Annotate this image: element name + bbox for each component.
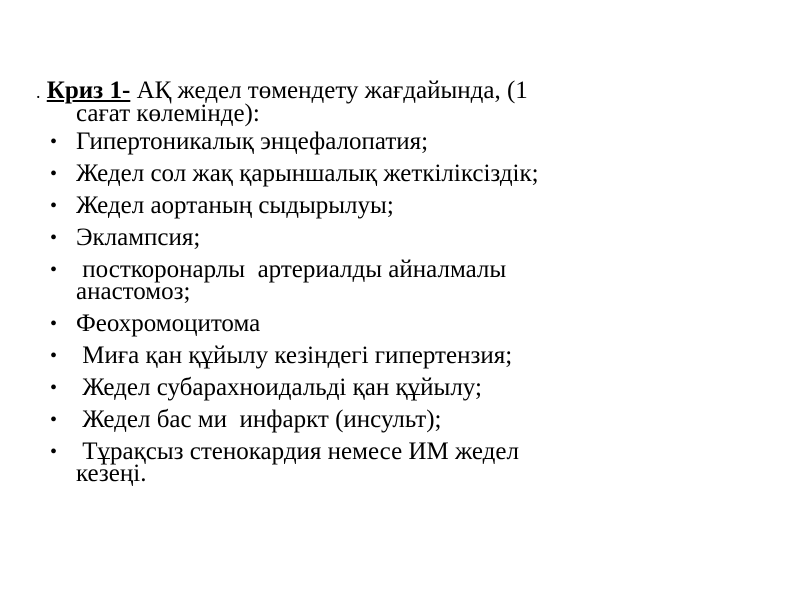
list-item: [36, 224, 736, 251]
bullet-icon: •: [50, 409, 58, 431]
list-item-text: анастомоз;: [76, 278, 191, 305]
list-item-text: Жедел аортаның сыдырылуы;: [76, 192, 394, 219]
bullet-icon: •: [50, 195, 58, 217]
bullet-icon: •: [50, 227, 58, 249]
list-item-text: Жедел сол жақ қарыншалық жеткіліксіздік;: [76, 160, 539, 187]
list-item: [36, 128, 736, 155]
heading-line-2: сағат көлемінде):: [76, 100, 260, 127]
bullet-list: [36, 128, 736, 487]
list-item-text: посткоронарлы артериалды айналмалы: [76, 256, 507, 283]
list-item-text: Миға қан құйылу кезіндегі гипертензия;: [76, 342, 513, 369]
slide-heading: [36, 77, 736, 127]
list-item-text: Гипертоникалық энцефалопатия;: [76, 128, 429, 155]
list-item: [36, 406, 736, 433]
list-item-text: Эклампсия;: [76, 224, 201, 251]
list-item-text: кезеңі.: [76, 460, 147, 487]
bullet-icon: •: [50, 163, 58, 185]
bullet-icon: •: [50, 259, 58, 281]
list-item: [36, 342, 736, 369]
list-item-text: Жедел бас ми инфаркт (инсульт);: [76, 406, 442, 433]
heading-line1-rest: АҚ жедел төмендету жағдайында, (1: [130, 77, 528, 104]
list-item-text: Жедел субарахноидальді қан құйылу;: [76, 374, 482, 401]
bullet-icon: •: [50, 377, 58, 399]
list-item-text: Феохромоцитома: [76, 310, 261, 337]
slide-content: [36, 77, 736, 495]
bullet-icon: •: [50, 441, 58, 463]
bullet-icon: •: [50, 345, 58, 367]
bullet-icon: •: [50, 313, 58, 335]
heading-title: Криз 1-: [46, 77, 131, 104]
bullet-icon: •: [50, 131, 58, 153]
heading-prefix: .: [36, 82, 41, 102]
list-item: [36, 374, 736, 401]
list-item: [36, 192, 736, 219]
list-item: [36, 438, 736, 487]
list-item: [36, 310, 736, 337]
list-item: [36, 256, 736, 305]
list-item-text: Тұрақсыз стенокардия немесе ИМ жедел: [76, 438, 519, 465]
list-item: [36, 160, 736, 187]
